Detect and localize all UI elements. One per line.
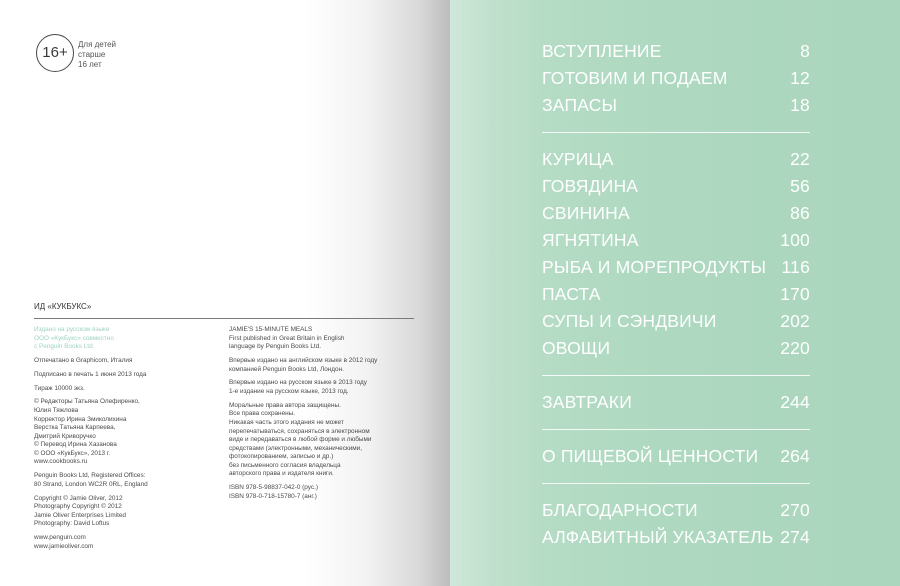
imprint-paragraph	[34, 398, 214, 467]
toc-entry-title: ЗАПАСЫ	[542, 95, 618, 115]
imprint-line: www.cookbooks.ru	[34, 458, 88, 466]
imprint-column-left	[34, 326, 214, 557]
toc-entry-page: 264	[780, 446, 810, 466]
toc-entry[interactable]	[542, 335, 810, 362]
toc-entry-title: СВИНИНА	[542, 203, 630, 223]
toc-entry-page: 170	[780, 284, 810, 304]
toc-entry-title: ГОВЯДИНА	[542, 176, 639, 196]
imprint-line: Тираж 10000 экз.	[34, 384, 85, 392]
age-note-line: старше	[78, 50, 106, 59]
toc-entry[interactable]	[542, 200, 810, 227]
imprint-line: ISBN 978-5-98837-042-0 (рус.)	[229, 484, 319, 492]
imprint-line: Издано на русском языке	[34, 326, 110, 333]
imprint-line: с Penguin Books Ltd.	[34, 343, 95, 351]
age-rating-badge: 16+	[36, 34, 74, 72]
imprint-line: без письменного согласия владельца	[229, 461, 341, 469]
imprint-line: www.jamieoliver.com	[34, 542, 94, 550]
toc-entry-title: О ПИЩЕВОЙ ЦЕННОСТИ	[542, 446, 759, 466]
toc-entry[interactable]	[542, 497, 810, 524]
table-of-contents	[542, 38, 810, 551]
age-rating-note	[78, 40, 138, 70]
toc-entry-title: ЗАВТРАКИ	[542, 392, 632, 412]
toc-entry-page: 244	[780, 392, 810, 412]
imprint-line: Отпечатано в Graphicom, Италия	[34, 356, 133, 364]
imprint-paragraph	[229, 402, 419, 479]
imprint-line: Copyright © Jamie Oliver, 2012	[34, 494, 123, 502]
toc-entry-title: ПАСТА	[542, 284, 601, 304]
imprint-line: авторского права и издателя книги.	[229, 470, 334, 478]
imprint-line: фотокопированием, записью и др.)	[229, 453, 334, 461]
toc-entry-page: 270	[780, 500, 810, 520]
imprint-line: www.penguin.com	[34, 534, 86, 542]
imprint-line: Дмитрий Криворучко	[34, 432, 96, 440]
publisher-name: ИД «КУКБУКС»	[34, 302, 92, 311]
toc-entry-title: ЯГНЯТИНА	[542, 230, 639, 250]
imprint-line: средствами (электронными, механическими,	[229, 444, 362, 452]
age-note-line: Для детей	[78, 40, 116, 49]
toc-separator	[542, 429, 810, 430]
toc-entry-page: 116	[781, 257, 810, 277]
imprint-paragraph	[34, 534, 214, 551]
imprint-line: Никакая часть этого издания не может	[229, 418, 344, 426]
toc-entry[interactable]	[542, 92, 810, 119]
imprint-line: Юлия Тяжлова	[34, 406, 79, 414]
imprint-line: Впервые издано на русском языке в 2013 году	[229, 379, 367, 387]
toc-entry-title: РЫБА И МОРЕПРОДУКТЫ	[542, 257, 767, 277]
toc-entry-page: 18	[790, 95, 810, 115]
imprint-line: © ООО «КукБукс», 2013 г.	[34, 449, 111, 457]
toc-separator	[542, 375, 810, 376]
toc-entry[interactable]	[542, 281, 810, 308]
imprint-line: Верстка Татьяна Карпеева,	[34, 424, 116, 432]
toc-entry[interactable]	[542, 173, 810, 200]
imprint-line: Photography Copyright © 2012	[34, 503, 122, 511]
imprint-line: перепечатываться, сохраняться в электронном	[229, 427, 370, 435]
imprint-line: ISBN 978-0-718-15780-7 (анг.)	[229, 492, 317, 500]
toc-separator	[542, 483, 810, 484]
toc-entry-page: 12	[790, 68, 810, 88]
toc-separator	[542, 132, 810, 133]
imprint-line: Jamie Oliver Enterprises Limited	[34, 511, 126, 519]
imprint-line: © Редакторы Татьяна Олефиренко,	[34, 398, 140, 406]
imprint-line: JAMIE'S 15-MINUTE MEALS	[229, 326, 313, 333]
toc-entry-page: 8	[800, 41, 810, 61]
imprint-line: Моральные права автора защищены.	[229, 401, 341, 409]
toc-entry-page: 274	[780, 527, 810, 547]
imprint-line: ООО «КукБукс» совместно	[34, 334, 114, 342]
imprint-paragraph	[229, 326, 419, 352]
toc-entry-title: ВСТУПЛЕНИЕ	[542, 41, 662, 61]
imprint-line: Penguin Books Ltd, Registered Offices:	[34, 472, 146, 480]
imprint-line: 1-е издание на русском языке, 2013 год.	[229, 387, 349, 395]
imprint-paragraph	[34, 385, 214, 394]
imprint-column-right	[229, 326, 419, 507]
toc-entry-title: ОВОЩИ	[542, 338, 611, 358]
imprint-paragraph	[229, 357, 419, 374]
toc-entry-page: 22	[790, 149, 810, 169]
toc-entry[interactable]	[542, 65, 810, 92]
toc-entry[interactable]	[542, 524, 810, 551]
toc-entry-title: КУРИЦА	[542, 149, 614, 169]
imprint-paragraph	[34, 357, 214, 366]
toc-entry-page: 202	[780, 311, 810, 331]
toc-entry-title: АЛФАВИТНЫЙ УКАЗАТЕЛЬ	[542, 527, 774, 547]
imprint-line: Подписано в печать 1 июня 2013 года	[34, 370, 147, 378]
toc-entry[interactable]	[542, 443, 810, 470]
imprint-line: компанией Penguin Books Ltd, Лондон.	[229, 365, 344, 373]
imprint-paragraph	[34, 495, 214, 529]
toc-entry-title: СУПЫ И СЭНДВИЧИ	[542, 311, 717, 331]
imprint-line: Все права сохранены.	[229, 410, 296, 418]
toc-entry-page: 56	[790, 176, 810, 196]
imprint-line: © Перевод Ирина Хазанова	[34, 441, 117, 449]
imprint-paragraph	[229, 484, 419, 501]
toc-entry-page: 100	[780, 230, 810, 250]
toc-entry[interactable]	[542, 308, 810, 335]
toc-entry-title: ГОТОВИМ И ПОДАЕМ	[542, 68, 728, 88]
toc-entry[interactable]	[542, 389, 810, 416]
imprint-paragraph	[34, 371, 214, 380]
imprint-line: First published in Great Britain in English	[229, 334, 345, 342]
toc-entry[interactable]	[542, 227, 810, 254]
right-page	[450, 0, 900, 586]
imprint-line: 80 Strand, London WC2R 0RL, England	[34, 480, 148, 488]
age-note-line: 16 лет	[78, 60, 102, 69]
imprint-line: Photography: David Loftus	[34, 520, 110, 528]
imprint-line: language by Penguin Books Ltd.	[229, 343, 322, 351]
imprint-paragraph	[229, 379, 419, 396]
divider	[34, 318, 414, 319]
toc-entry-page: 86	[790, 203, 810, 223]
imprint-paragraph	[34, 326, 214, 352]
imprint-line: виде и передаваться в любой форме и любыми	[229, 436, 372, 444]
imprint-paragraph	[34, 472, 214, 489]
toc-entry[interactable]	[542, 146, 810, 173]
imprint-line: Впервые издано на английском языке в 2012 году	[229, 356, 378, 364]
imprint-line: Корректор Ирина Змиколихина	[34, 415, 127, 423]
toc-entry[interactable]	[542, 254, 810, 281]
toc-entry-page: 220	[780, 338, 810, 358]
toc-entry[interactable]	[542, 38, 810, 65]
toc-entry-title: БЛАГОДАРНОСТИ	[542, 500, 698, 520]
